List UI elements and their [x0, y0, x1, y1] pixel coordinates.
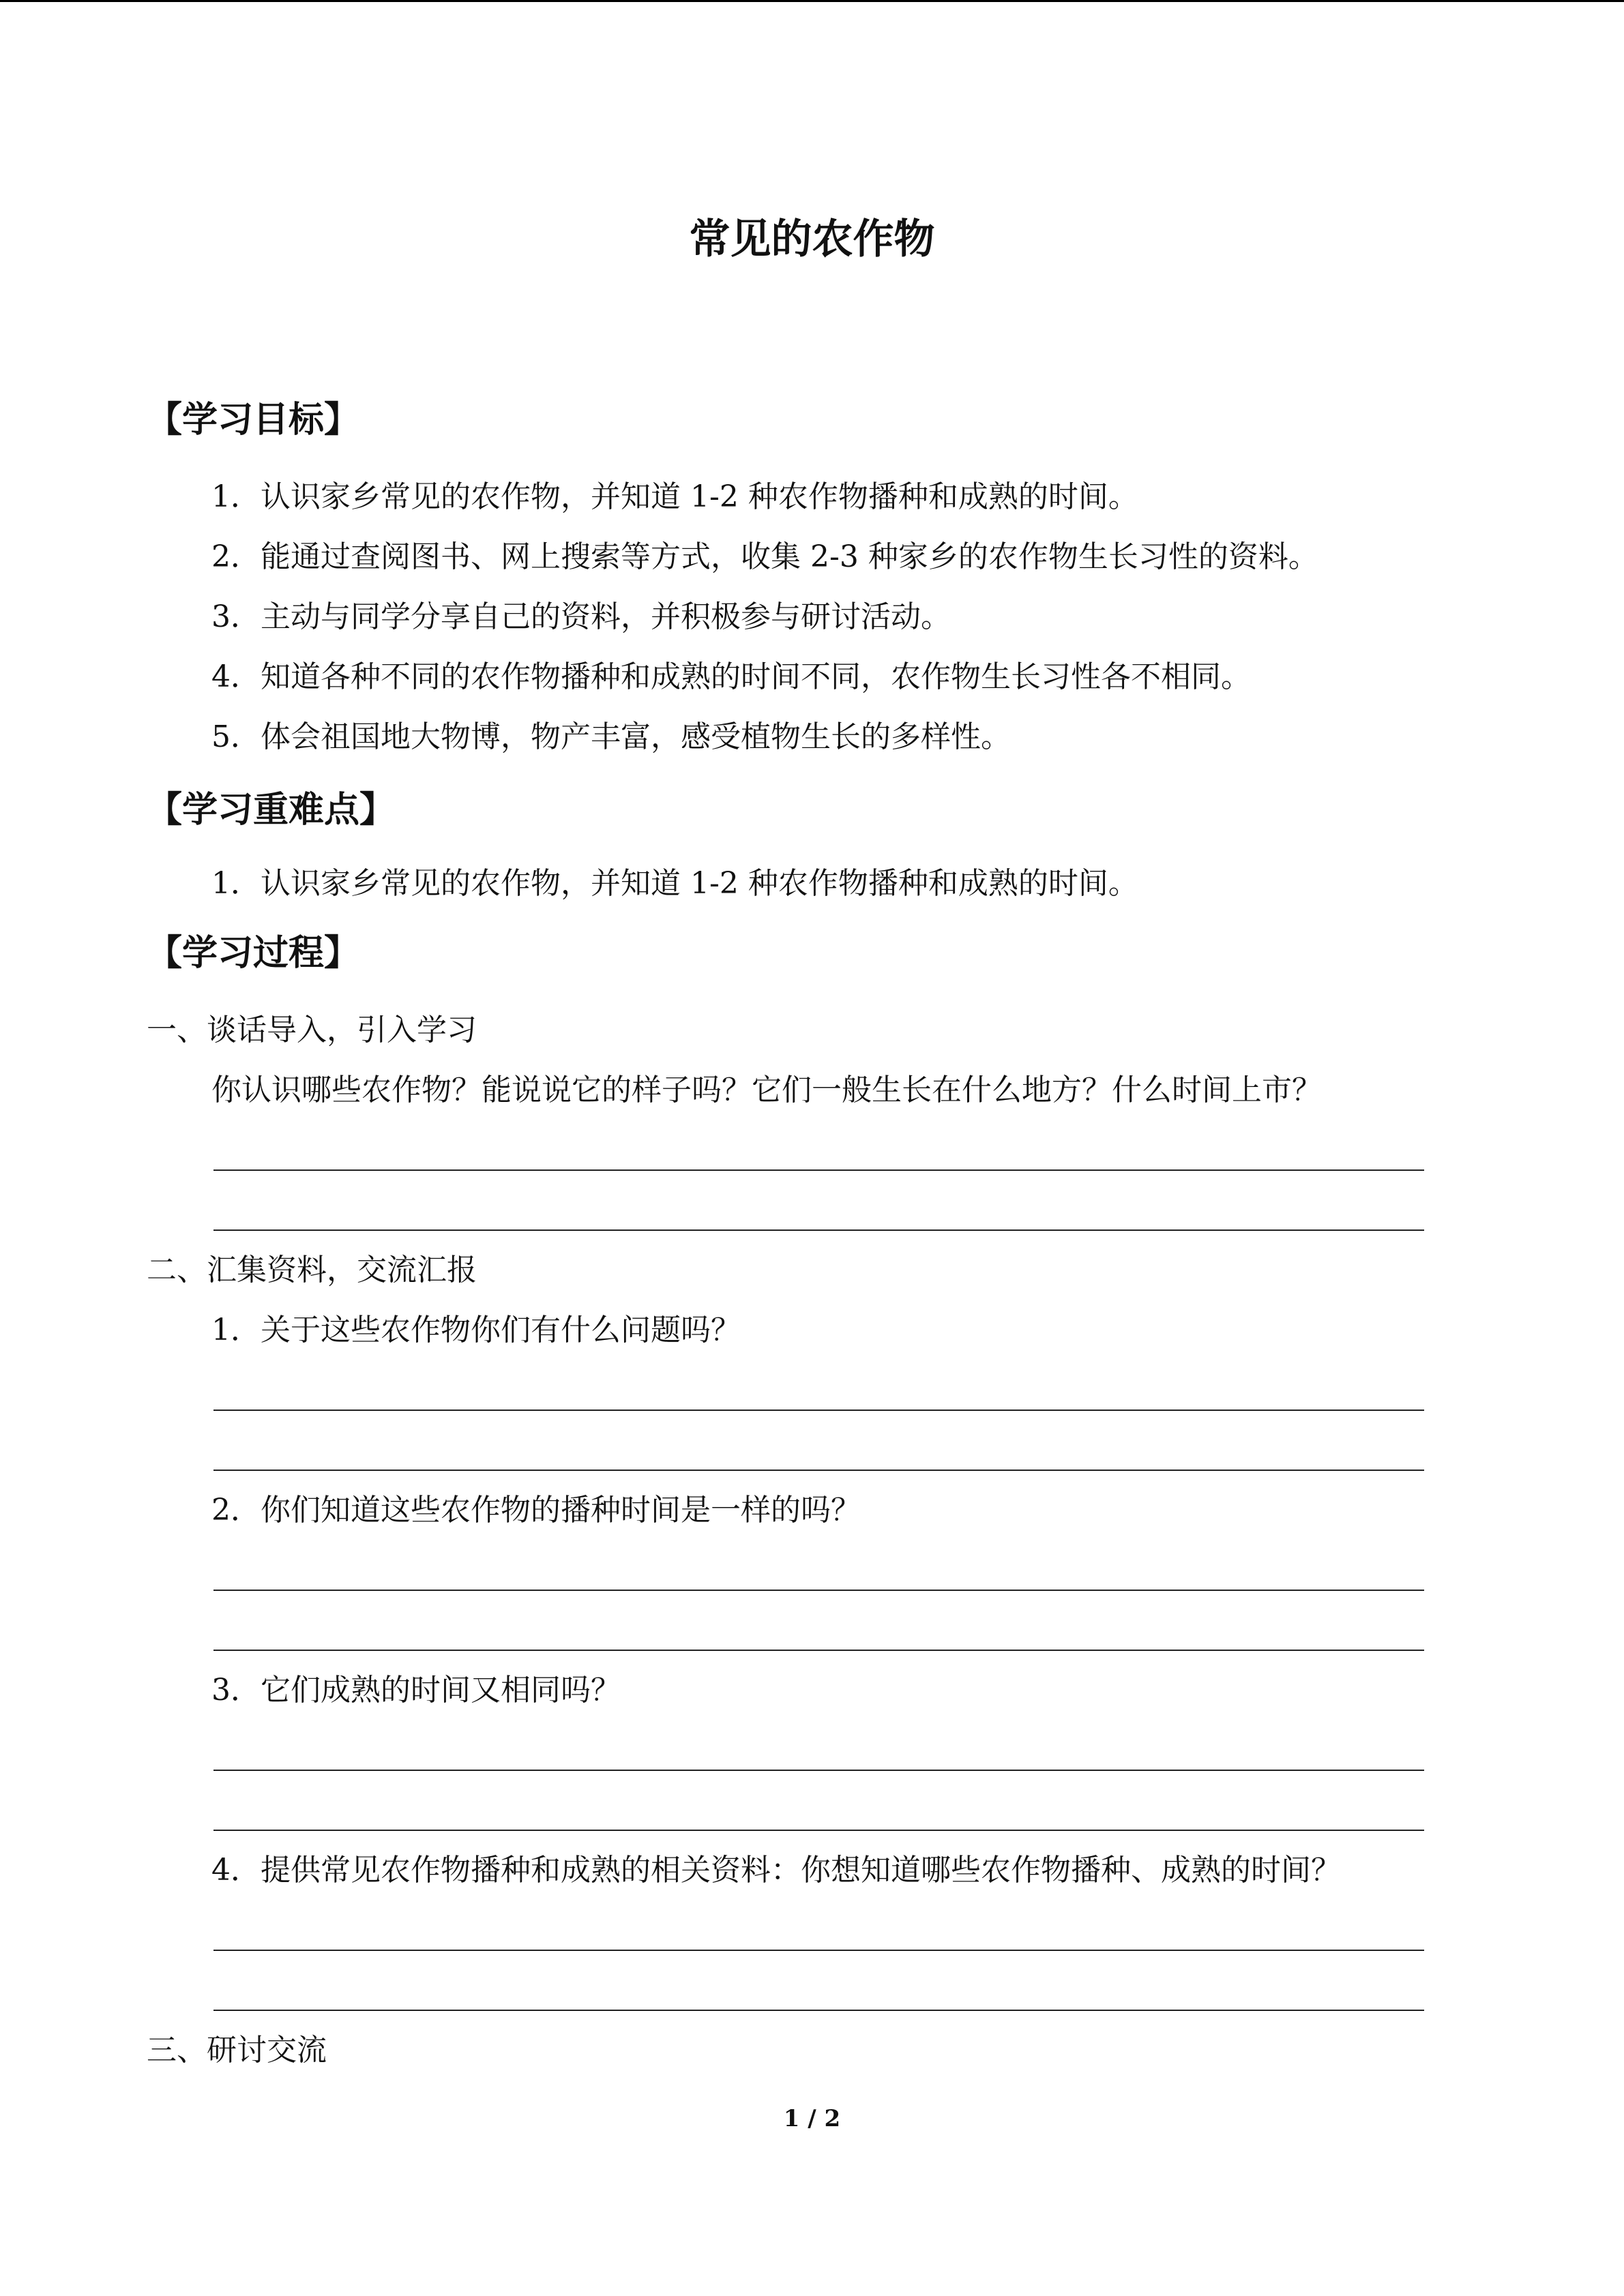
goal-item-1: 1．认识家乡常见的农作物，并知道 1-2 种农作物播种和成熟的时间。 — [211, 479, 1138, 514]
part2-question-4: 4．提供常见农作物播种和成熟的相关资料：你想知道哪些农作物播种、成熟的时间？ — [211, 1853, 1341, 1888]
answer-line[interactable] — [213, 1590, 1424, 1591]
answer-line[interactable] — [213, 1470, 1424, 1471]
part1-heading: 一、谈话导入，引入学习 — [147, 1013, 477, 1047]
answer-line[interactable] — [213, 1650, 1424, 1651]
part3-heading: 三、研讨交流 — [147, 2033, 327, 2068]
answer-line[interactable] — [213, 1950, 1424, 1951]
answer-line[interactable] — [213, 1229, 1424, 1231]
section-heading-process: 【学习过程】 — [147, 933, 360, 974]
part1-question: 你认识哪些农作物？能说说它的样子吗？它们一般生长在什么地方？什么时间上市？ — [211, 1073, 1322, 1107]
part2-heading: 二、汇集资料，交流汇报 — [147, 1253, 477, 1287]
answer-line[interactable] — [213, 2010, 1424, 2011]
answer-line[interactable] — [213, 1770, 1424, 1771]
part2-question-3: 3．它们成熟的时间又相同吗？ — [211, 1673, 621, 1708]
part2-question-1: 1．关于这些农作物你们有什么问题吗？ — [211, 1313, 741, 1347]
goal-item-4: 4．知道各种不同的农作物播种和成熟的时间不同，农作物生长习性各不相同。 — [211, 659, 1251, 694]
answer-line[interactable] — [213, 1830, 1424, 1831]
goal-item-3: 3．主动与同学分享自己的资料，并积极参与研讨活动。 — [211, 599, 951, 634]
section-heading-goals: 【学习目标】 — [147, 400, 360, 441]
answer-line[interactable] — [213, 1410, 1424, 1411]
page-number: 1 / 2 — [783, 2105, 841, 2132]
part2-question-2: 2．你们知道这些农作物的播种时间是一样的吗？ — [211, 1493, 861, 1527]
keypoint-item-1: 1．认识家乡常见的农作物，并知道 1-2 种农作物播种和成熟的时间。 — [211, 866, 1138, 901]
answer-line[interactable] — [213, 1169, 1424, 1171]
goal-item-5: 5．体会祖国地大物博，物产丰富，感受植物生长的多样性。 — [211, 719, 1011, 754]
goal-item-2: 2．能通过查阅图书、网上搜索等方式，收集 2-3 种家乡的农作物生长习性的资料。 — [211, 539, 1318, 574]
page-title: 常见的农作物 — [689, 215, 935, 263]
section-heading-keypoints: 【学习重难点】 — [147, 790, 396, 831]
